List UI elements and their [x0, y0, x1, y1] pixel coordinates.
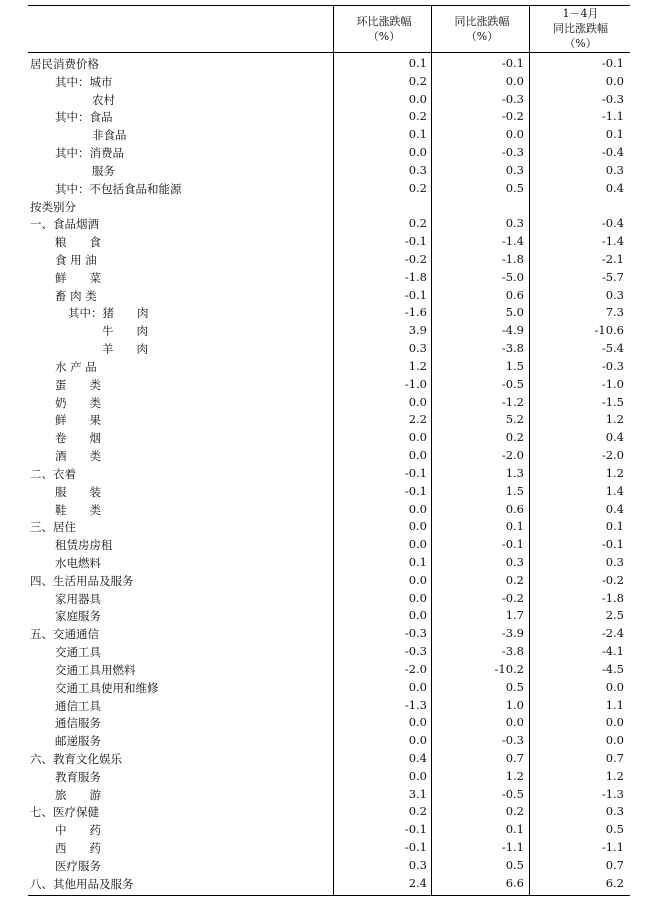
row-label: 酒 类: [55, 449, 101, 464]
yoy-value: 0.6: [505, 287, 524, 302]
yoy-value: 1.7: [505, 608, 524, 623]
table-row: [28, 679, 630, 697]
ytd-value: -5.4: [601, 341, 624, 356]
ytd-value: 0.3: [605, 287, 624, 302]
header-ytd-period: 1－4月: [562, 7, 599, 20]
yoy-value: 0.3: [505, 162, 524, 177]
table-row: [28, 447, 630, 465]
table-row: [28, 607, 630, 625]
table-row: [28, 411, 630, 429]
row-label: 畜 肉 类: [55, 288, 97, 303]
ytd-value: 1.4: [605, 483, 624, 498]
table-row: [28, 839, 630, 857]
ytd-value: -4.1: [601, 644, 624, 659]
ytd-value: 0.3: [605, 554, 624, 569]
mom-value: 0.0: [408, 501, 427, 516]
header-mom-label: 环比涨跌幅: [356, 14, 412, 28]
mom-value: 0.0: [408, 430, 427, 445]
header-ytd-unit: （%）: [564, 37, 597, 50]
yoy-value: -1.2: [501, 394, 524, 409]
mom-value: 0.0: [408, 572, 427, 587]
mom-value: 0.0: [408, 590, 427, 605]
mom-value: -0.3: [404, 626, 427, 641]
column-divider: [431, 5, 432, 895]
ytd-value: 0.3: [605, 162, 624, 177]
table-row: [28, 287, 630, 305]
row-label: 其中：城市: [55, 74, 113, 89]
table-bottom-border: [28, 895, 630, 896]
mom-value: -1.0: [404, 376, 427, 391]
yoy-value: -0.3: [501, 145, 524, 160]
table-row: [28, 180, 630, 198]
header-yoy-unit: （%）: [465, 29, 499, 43]
row-label: 奶 类: [55, 395, 101, 410]
mom-value: 0.0: [408, 519, 427, 534]
yoy-value: 0.2: [505, 804, 524, 819]
column-divider: [333, 5, 334, 895]
mom-value: 0.2: [408, 109, 427, 124]
ytd-value: 6.2: [605, 875, 624, 890]
table-row: [28, 269, 630, 287]
row-label: 按类别分: [30, 199, 76, 214]
yoy-value: -0.3: [501, 733, 524, 748]
yoy-value: -5.0: [501, 269, 524, 284]
ytd-value: 1.2: [605, 768, 624, 783]
yoy-value: 0.1: [505, 519, 524, 534]
ytd-value: -1.8: [601, 590, 624, 605]
ytd-value: 0.1: [605, 127, 624, 142]
yoy-value: 0.5: [505, 180, 524, 195]
mom-value: 0.3: [408, 857, 427, 872]
table-row: [28, 144, 630, 162]
mom-value: 0.2: [408, 804, 427, 819]
mom-value: -0.3: [404, 644, 427, 659]
ytd-value: -0.1: [601, 537, 624, 552]
yoy-value: -3.8: [501, 341, 524, 356]
row-label: 牛 肉: [102, 324, 148, 339]
row-label: 旅 游: [55, 787, 101, 802]
yoy-value: -1.4: [501, 234, 524, 249]
mom-value: 0.0: [408, 679, 427, 694]
ytd-value: -0.3: [601, 91, 624, 106]
table-row: [28, 697, 630, 715]
yoy-value: -1.1: [501, 840, 524, 855]
table-row: [28, 233, 630, 251]
mom-value: 3.9: [408, 323, 427, 338]
row-label: 鞋 类: [55, 502, 101, 517]
mom-value: -1.6: [404, 305, 427, 320]
ytd-value: -1.4: [601, 234, 624, 249]
yoy-value: -0.1: [501, 537, 524, 552]
ytd-value: -0.2: [601, 572, 624, 587]
yoy-value: -0.5: [501, 376, 524, 391]
ytd-value: -2.1: [601, 252, 624, 267]
mom-value: 0.1: [408, 56, 427, 70]
row-label: 八、其他用品及服务: [30, 876, 134, 891]
row-label: 四、生活用品及服务: [30, 573, 134, 588]
ytd-value: 1.2: [605, 412, 624, 427]
yoy-value: 1.2: [505, 768, 524, 783]
yoy-value: 5.2: [505, 412, 524, 427]
ytd-value: -1.1: [601, 840, 624, 855]
ytd-value: 0.0: [605, 679, 624, 694]
yoy-value: 1.0: [505, 697, 524, 712]
table-row: [28, 786, 630, 804]
mom-value: 1.2: [408, 358, 427, 373]
table-row: [28, 465, 630, 483]
row-label: 交通工具用燃料: [55, 662, 136, 677]
yoy-value: -0.2: [501, 590, 524, 605]
ytd-value: 7.3: [605, 305, 624, 320]
row-label: 通信工具: [55, 698, 101, 713]
row-label: 蛋 类: [55, 377, 101, 392]
header-mom-unit: （%）: [367, 29, 401, 43]
ytd-value: -0.3: [601, 358, 624, 373]
row-label: 交通工具: [55, 645, 101, 660]
table-row: [28, 750, 630, 768]
header-separator: [28, 52, 630, 53]
row-label: 西 药: [55, 841, 101, 856]
row-label: 服务: [92, 163, 115, 178]
mom-value: 0.1: [408, 554, 427, 569]
table-row: [28, 394, 630, 412]
ytd-value: 0.7: [605, 750, 624, 765]
header-yoy-label: 同比涨跌幅: [454, 14, 510, 28]
mom-value: 0.0: [408, 715, 427, 730]
ytd-value: -2.0: [601, 448, 624, 463]
table-row: [28, 483, 630, 501]
table-row: [28, 251, 630, 269]
table-row: [28, 126, 630, 144]
mom-value: 2.4: [408, 875, 427, 890]
table-row: [28, 108, 630, 126]
table-row: [28, 590, 630, 608]
yoy-value: -0.2: [501, 109, 524, 124]
header-yoy: [433, 5, 531, 52]
row-label: 其中：食品: [55, 110, 113, 125]
ytd-value: 0.0: [605, 73, 624, 88]
header-ytd-label: 同比涨跌幅: [553, 22, 608, 35]
row-label: 教育服务: [55, 769, 101, 784]
yoy-value: 1.3: [505, 465, 524, 480]
row-label: 通信服务: [55, 716, 101, 731]
yoy-value: -1.8: [501, 252, 524, 267]
row-label: 农村: [92, 92, 115, 107]
ytd-value: -1.0: [601, 376, 624, 391]
row-label: 医疗服务: [55, 858, 101, 873]
table-row: [28, 768, 630, 786]
ytd-value: 1.2: [605, 465, 624, 480]
row-label: 交通工具使用和维修: [55, 680, 159, 695]
yoy-value: 0.5: [505, 679, 524, 694]
row-label: 二、衣着: [30, 466, 76, 481]
row-label: 一、食品烟酒: [30, 217, 99, 232]
yoy-value: 0.2: [505, 572, 524, 587]
row-label: 五、交通通信: [30, 627, 99, 642]
mom-value: 0.0: [408, 537, 427, 552]
ytd-value: 0.5: [605, 822, 624, 837]
yoy-value: 0.5: [505, 857, 524, 872]
table-row: [28, 857, 630, 875]
ytd-value: -4.5: [601, 661, 624, 676]
row-label: 租赁房房租: [55, 538, 113, 553]
table-row: [28, 55, 630, 73]
table-row: [28, 91, 630, 109]
ytd-value: -0.4: [601, 145, 624, 160]
table-row: [28, 803, 630, 821]
table-row: [28, 714, 630, 732]
ytd-value: -0.4: [601, 216, 624, 231]
table-row: [28, 429, 630, 447]
row-label: 家庭服务: [55, 609, 101, 624]
table-row: [28, 376, 630, 394]
ytd-value: 0.4: [605, 180, 624, 195]
ytd-value: 0.1: [605, 519, 624, 534]
row-label: 邮递服务: [55, 734, 101, 749]
yoy-value: 0.0: [505, 127, 524, 142]
row-label: 七、医疗保健: [30, 805, 99, 820]
mom-value: -0.1: [404, 287, 427, 302]
ytd-value: -1.5: [601, 394, 624, 409]
mom-value: 0.0: [408, 91, 427, 106]
table-row: [28, 661, 630, 679]
table-row: [28, 518, 630, 536]
yoy-value: 5.0: [505, 305, 524, 320]
yoy-value: 0.0: [505, 715, 524, 730]
row-label: 六、教育文化娱乐: [30, 751, 122, 766]
row-label: 其中：消费品: [55, 146, 124, 161]
mom-value: -0.1: [404, 840, 427, 855]
row-label: 水 产 品: [55, 359, 97, 374]
table-row: [28, 875, 630, 893]
row-label: 其中：不包括食品和能源: [55, 181, 182, 196]
row-label: 卷 烟: [55, 431, 101, 446]
yoy-value: -3.8: [501, 644, 524, 659]
table-row: [28, 215, 630, 233]
mom-value: 3.1: [408, 786, 427, 801]
yoy-value: -3.9: [501, 626, 524, 641]
mom-value: -0.1: [404, 465, 427, 480]
mom-value: 0.1: [408, 127, 427, 142]
yoy-value: 0.7: [505, 750, 524, 765]
mom-value: 0.0: [408, 394, 427, 409]
yoy-value: -2.0: [501, 448, 524, 463]
mom-value: -0.1: [404, 234, 427, 249]
row-label: 食 用 油: [55, 253, 97, 268]
table-row: [28, 358, 630, 376]
yoy-value: 1.5: [505, 358, 524, 373]
yoy-value: -0.5: [501, 786, 524, 801]
mom-value: -1.8: [404, 269, 427, 284]
yoy-value: 0.3: [505, 216, 524, 231]
ytd-value: 2.5: [605, 608, 624, 623]
row-label: 三、居住: [30, 520, 76, 535]
mom-value: 0.2: [408, 216, 427, 231]
table-row: [28, 821, 630, 839]
mom-value: 0.3: [408, 341, 427, 356]
mom-value: 2.2: [408, 412, 427, 427]
table-row: [28, 198, 630, 216]
yoy-value: -4.9: [501, 323, 524, 338]
table-row: [28, 554, 630, 572]
ytd-value: -10.6: [594, 323, 624, 338]
ytd-value: 1.1: [605, 697, 624, 712]
yoy-value: -0.3: [501, 91, 524, 106]
ytd-value: 0.3: [605, 804, 624, 819]
mom-value: -0.1: [404, 822, 427, 837]
table-row: [28, 536, 630, 554]
yoy-value: 6.6: [505, 875, 524, 890]
row-label: 鲜 菜: [55, 270, 101, 285]
mom-value: 0.3: [408, 162, 427, 177]
ytd-value: 0.0: [605, 715, 624, 730]
mom-value: 0.0: [408, 768, 427, 783]
mom-value: 0.0: [408, 145, 427, 160]
ytd-value: 0.7: [605, 857, 624, 872]
mom-value: -0.2: [404, 252, 427, 267]
row-label: 羊 肉: [102, 342, 148, 357]
row-label: 其中：猪 肉: [68, 306, 149, 321]
mom-value: 0.2: [408, 180, 427, 195]
yoy-value: 1.5: [505, 483, 524, 498]
ytd-value: -1.3: [601, 786, 624, 801]
ytd-value: 0.4: [605, 430, 624, 445]
yoy-value: 0.0: [505, 73, 524, 88]
ytd-value: -0.1: [601, 56, 624, 70]
table-row: [28, 732, 630, 750]
header-ytd: [531, 5, 630, 52]
column-divider: [529, 5, 530, 895]
mom-value: 0.0: [408, 608, 427, 623]
table-row: [28, 572, 630, 590]
yoy-value: -10.2: [494, 661, 524, 676]
table-row: [28, 501, 630, 519]
mom-value: 0.0: [408, 733, 427, 748]
row-label: 家用器具: [55, 591, 101, 606]
table-row: [28, 304, 630, 322]
row-label: 服 装: [55, 484, 101, 499]
header-mom: [335, 5, 433, 52]
row-label: 水电燃料: [55, 555, 101, 570]
yoy-value: 0.6: [505, 501, 524, 516]
yoy-value: 0.2: [505, 430, 524, 445]
table-row: [28, 340, 630, 358]
ytd-value: 0.0: [605, 733, 624, 748]
table-row: [28, 643, 630, 661]
yoy-value: 0.3: [505, 554, 524, 569]
mom-value: 0.2: [408, 73, 427, 88]
row-label: 非食品: [92, 128, 127, 143]
mom-value: -0.1: [404, 483, 427, 498]
row-label: 粮 食: [55, 235, 101, 250]
mom-value: 0.4: [408, 750, 427, 765]
table-row: [28, 162, 630, 180]
ytd-value: -2.4: [601, 626, 624, 641]
table-row: [28, 73, 630, 91]
mom-value: -1.3: [404, 697, 427, 712]
ytd-value: -1.1: [601, 109, 624, 124]
ytd-value: -5.7: [601, 269, 624, 284]
yoy-value: 0.1: [505, 822, 524, 837]
yoy-value: -0.1: [501, 56, 524, 70]
table-row: [28, 625, 630, 643]
ytd-value: 0.4: [605, 501, 624, 516]
row-label: 中 药: [55, 823, 101, 838]
mom-value: 0.0: [408, 448, 427, 463]
table-row: [28, 322, 630, 340]
mom-value: -2.0: [404, 661, 427, 676]
row-label: 鲜 果: [55, 413, 101, 428]
row-label: 居民消费价格: [30, 57, 99, 71]
